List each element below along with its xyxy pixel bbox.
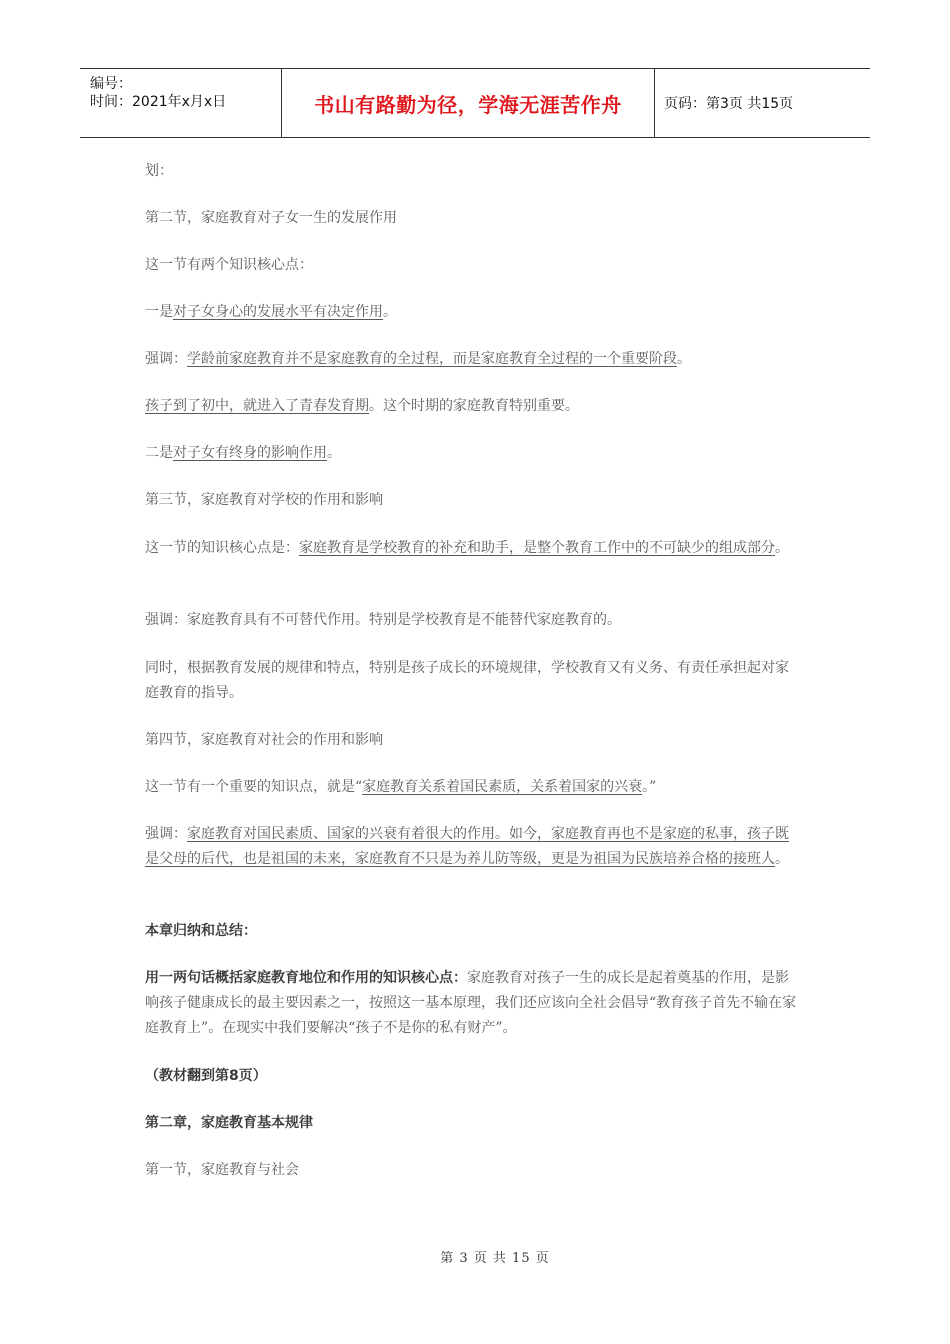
- chapter-heading-text: 第二章，家庭教育基本规律: [145, 1115, 313, 1131]
- chapter-summary-heading: [145, 919, 800, 944]
- underlined-key-point: 孩子到了初中，就进入了青春发育期: [145, 398, 369, 414]
- paragraph: [145, 347, 800, 372]
- section-heading-text: 第一节，家庭教育与社会: [145, 1162, 299, 1178]
- section-heading: [145, 488, 800, 513]
- section-heading: [145, 728, 800, 753]
- paragraph-text: 。: [775, 851, 789, 867]
- bold-lead-text: 用一两句话概括家庭教育地位和作用的知识核心点：: [145, 970, 467, 986]
- paragraph: [145, 159, 800, 184]
- header-meta: [80, 69, 281, 137]
- header-motto-cell: [281, 69, 655, 137]
- paragraph-text: 一是: [145, 304, 173, 320]
- section-heading-text: 第三节，家庭教育对学校的作用和影响: [145, 492, 383, 508]
- paragraph: [145, 253, 800, 278]
- paragraph-text: 。: [677, 351, 691, 367]
- paragraph: [145, 822, 800, 872]
- paragraph: [145, 656, 800, 706]
- document-number-label: 编号：: [90, 76, 132, 92]
- underlined-key-point: 家庭教育是学校教育的补充和助手，是整个教育工作中的不可缺少的组成部分: [299, 540, 775, 556]
- underlined-key-point: 家庭教育对国民素质、国家的兴衰有着很大的作用。如今，家庭教育再也不是家庭的私事，孩子既是父母的后代，也是祖国的未来，家庭教育不只是为养儿防等级，更是为祖国为民族培养合格的接班人: [145, 826, 789, 867]
- header-motto: 书山有路勤为径，学海无涯苦作舟: [314, 92, 622, 117]
- underlined-key-point: 对子女有终身的影响作用: [173, 445, 327, 461]
- paragraph-text: 划：: [145, 163, 173, 179]
- page-header: [80, 68, 870, 138]
- paragraph: [145, 966, 800, 1041]
- section-heading: [145, 1158, 800, 1183]
- paragraph-text: 。这个时期的家庭教育特别重要。: [369, 398, 579, 414]
- paragraph-text: 二是: [145, 445, 173, 461]
- paragraph-text: 强调：: [145, 351, 187, 367]
- paragraph-text: 。: [775, 540, 789, 556]
- chapter-heading: [145, 1111, 800, 1136]
- paragraph-text: 这一节的知识核心点是：: [145, 540, 299, 556]
- paragraph: [145, 300, 800, 325]
- paragraph: [145, 775, 800, 800]
- paragraph: [145, 441, 800, 466]
- underlined-key-point: 对子女身心的发展水平有决定作用: [173, 304, 383, 320]
- paragraph-text: 。: [383, 304, 397, 320]
- note-text: （教材翻到第8页）: [145, 1068, 267, 1084]
- paragraph-text: 。”: [642, 779, 657, 795]
- paragraph: [145, 536, 800, 561]
- page-footer: 第 3 页 共 15 页: [440, 1251, 550, 1266]
- paragraph: [145, 608, 800, 633]
- paragraph-text: 同时，根据教育发展的规律和特点，特别是孩子成长的环境规律，学校教育又有义务、有责任承担起对家庭教育的指导。: [145, 660, 789, 701]
- paragraph: [145, 394, 800, 419]
- paragraph-text: 强调：: [145, 826, 187, 842]
- header-page-number: 页码：第3页 共15页: [664, 96, 794, 112]
- textbook-page-note: [145, 1064, 800, 1089]
- paragraph-text: 。: [327, 445, 341, 461]
- section-heading-text: 第二节，家庭教育对子女一生的发展作用: [145, 210, 397, 226]
- underlined-key-point: 家庭教育关系着国民素质，关系着国家的兴衰: [362, 779, 643, 795]
- summary-heading-text: 本章归纳和总结：: [145, 923, 257, 939]
- section-heading: [145, 206, 800, 231]
- paragraph-text: 强调：家庭教育具有不可替代作用。特别是学校教育是不能替代家庭教育的。: [145, 612, 621, 628]
- paragraph-text: 这一节有一个重要的知识点，就是“: [145, 779, 363, 795]
- document-date-label: 时间：2021年x月x日: [90, 94, 227, 110]
- paragraph-text: 这一节有两个知识核心点：: [145, 257, 313, 273]
- underlined-key-point: 学龄前家庭教育并不是家庭教育的全过程，而是家庭教育全过程的一个重要阶段: [187, 351, 677, 367]
- paragraph-text: 家庭教育对孩子一生的成长是起着奠基的作用，是影响孩子健康成长的最主要因素之一，按照这一基本原理，我们还应该向全社会倡导“教育孩子首先不输在家庭教育上”。在现实中我们要解决“孩子不是你的私有财产”。: [145, 970, 797, 1036]
- section-heading-text: 第四节，家庭教育对社会的作用和影响: [145, 732, 383, 748]
